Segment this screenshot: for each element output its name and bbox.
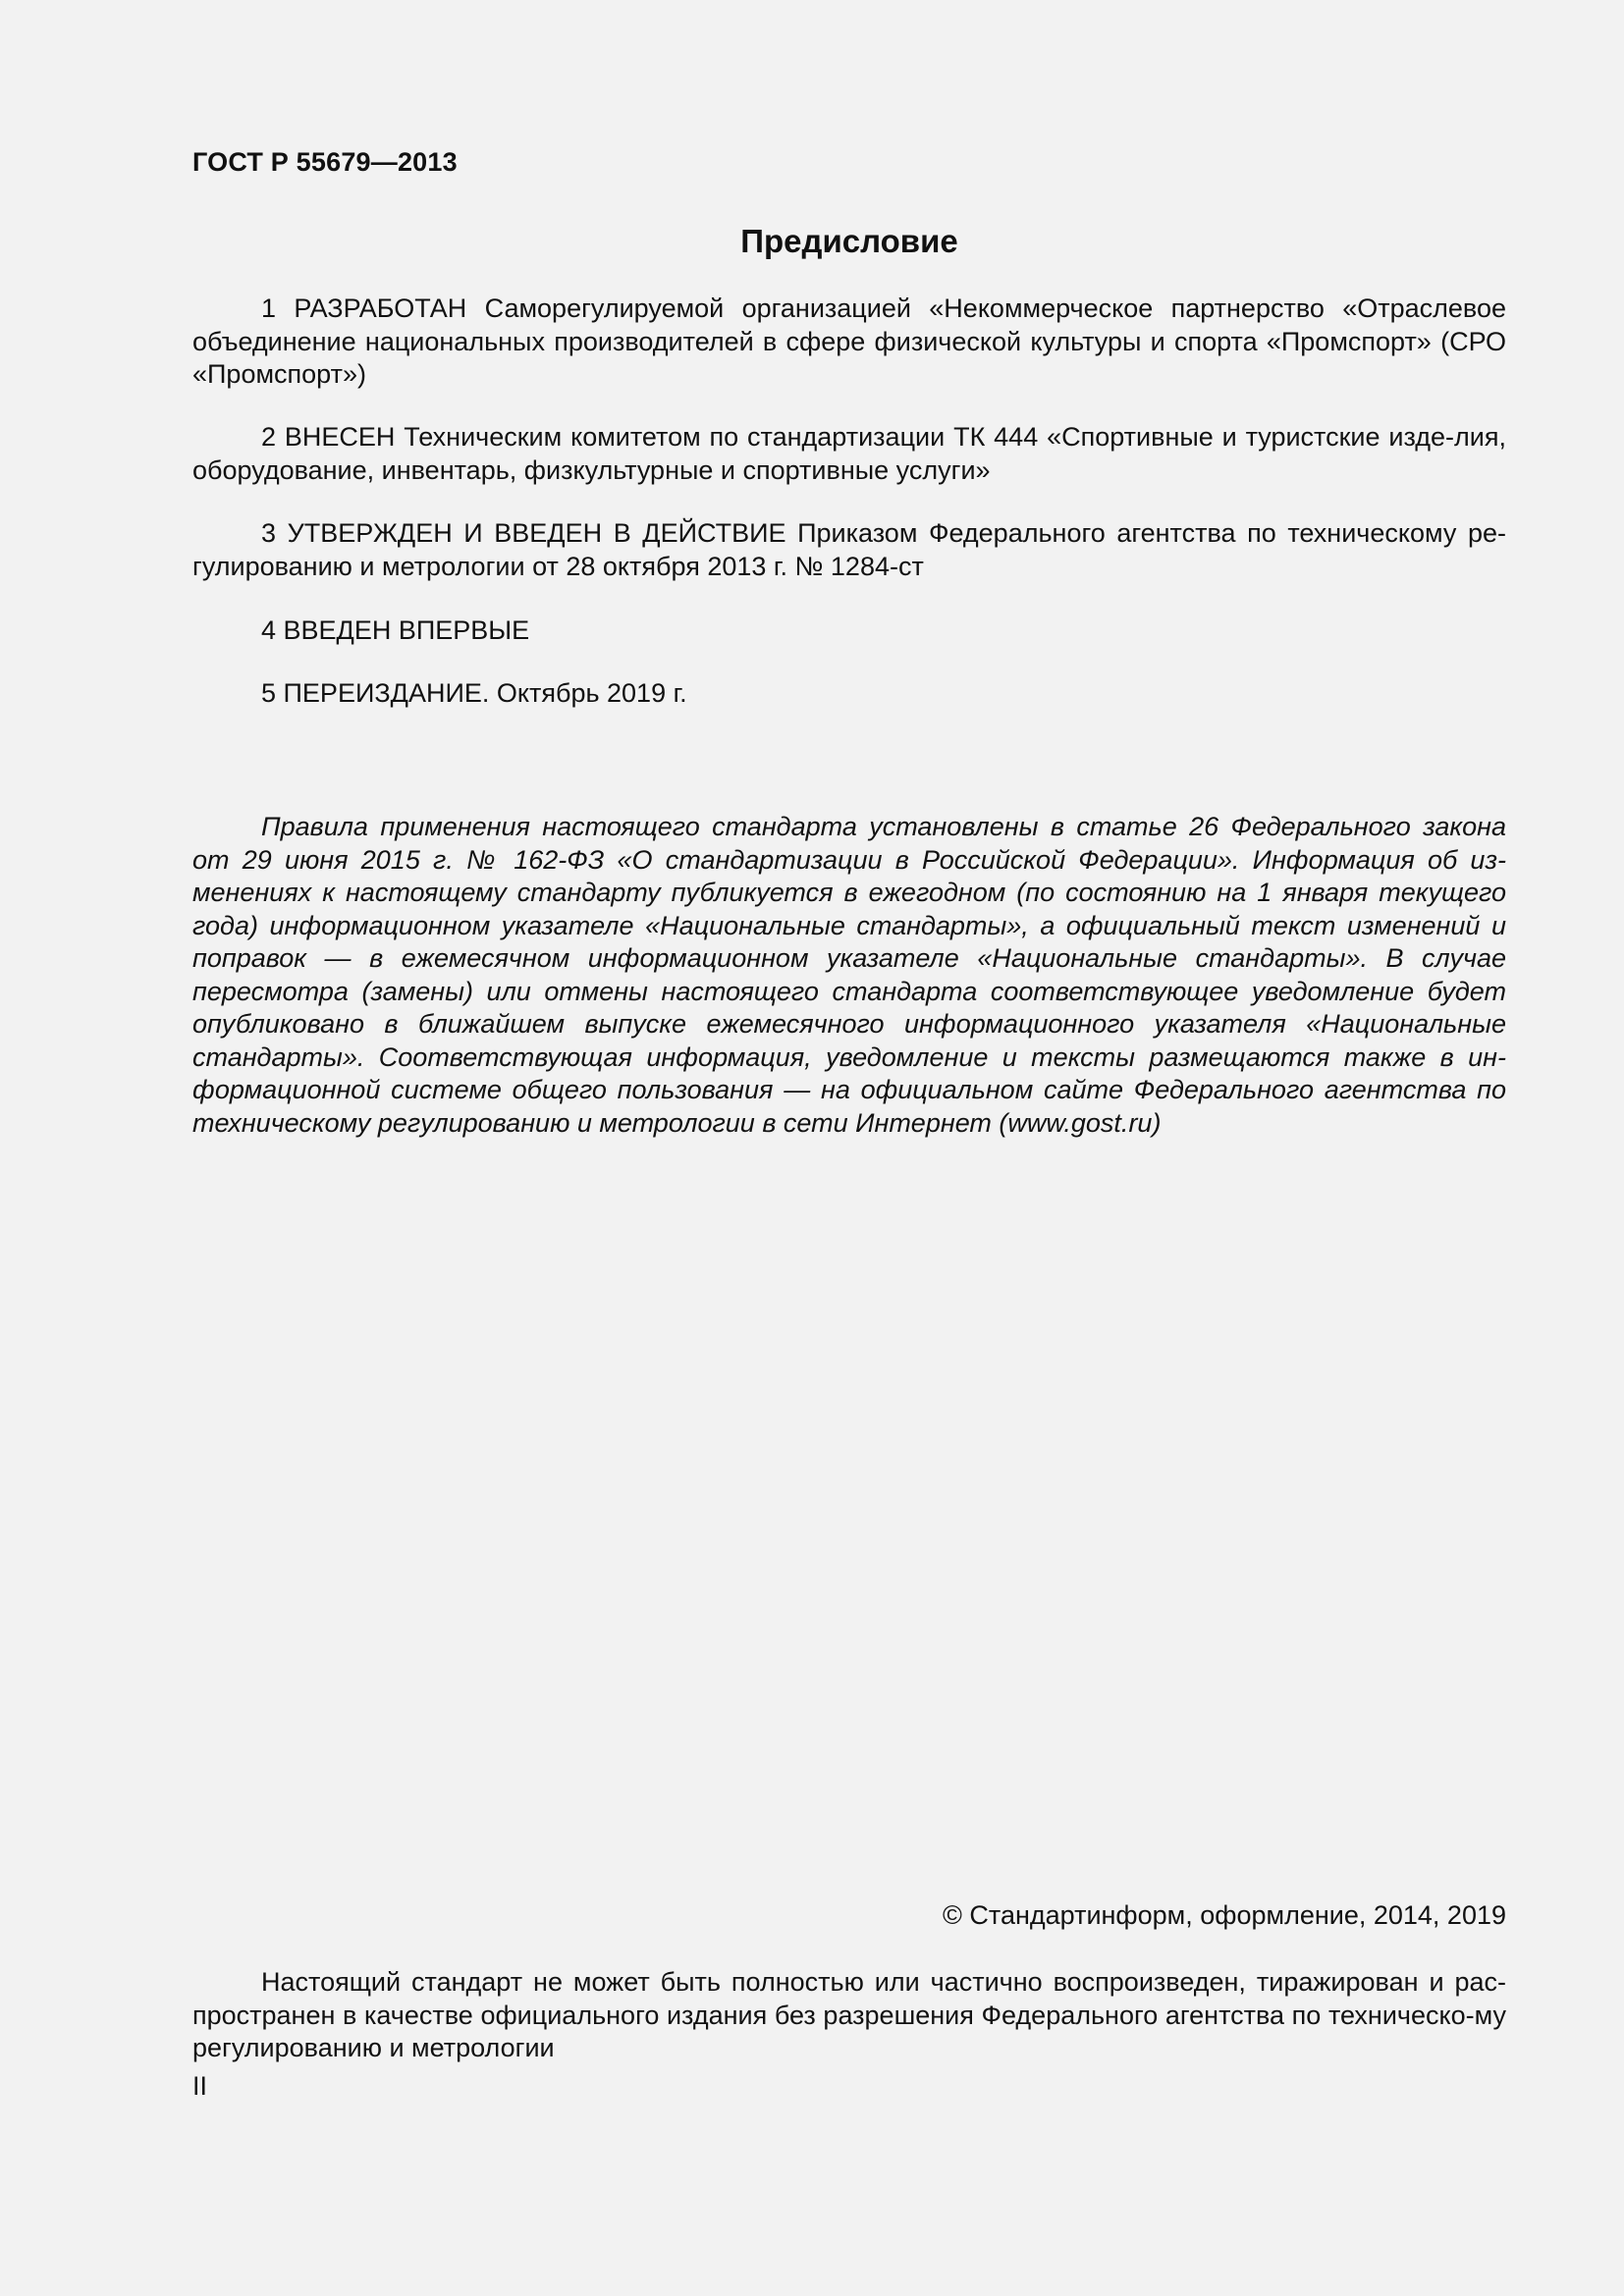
- foreword-item-2: 2 ВНЕСЕН Техническим комитетом по стандартизации ТК 444 «Спортивные и туристские изде-лия, оборудование, инвентарь, физкультурные и спортивные услуги»: [192, 422, 1506, 485]
- foreword-item-1: 1 РАЗРАБОТАН Саморегулируемой организацией «Некоммерческое партнерство «Отраслевое объединение национальных производителей в сфере физической культуры и спорта «Промспорт» (СРО «Промспорт»): [192, 294, 1506, 389]
- foreword-item-4: 4 ВВЕДЕН ВПЕРВЫЕ: [261, 615, 530, 645]
- foreword-item-3: 3 УТВЕРЖДЕН И ВВЕДЕН В ДЕЙСТВИЕ Приказом Федерального агентства по техническому ре-гулированию и метрологии от 28 октября 2013 г. № 1284-ст: [192, 518, 1506, 581]
- foreword-item-5: 5 ПЕРЕИЗДАНИЕ. Октябрь 2019 г.: [261, 678, 687, 708]
- reproduction-notice: Настоящий стандарт не может быть полностью или частично воспроизведен, тиражирован и рас-пространен в качестве официального издания без разрешения Федерального агентства по техническо-му регулированию и метрологии: [192, 1967, 1506, 2062]
- document-code: ГОСТ Р 55679—2013: [192, 147, 458, 177]
- section-title: Предисловие: [740, 223, 958, 259]
- page-number: II: [192, 2071, 208, 2101]
- copyright-line: © Стандартинформ, оформление, 2014, 2019: [943, 1900, 1506, 1930]
- rules-note: Правила применения настоящего стандарта установлены в статье 26 Федерального закона от 29 июня 2015 г. № 162-ФЗ «О стандартизации в Российской Федерации». Информация об из-менениях к настоящему стандарту публикуется в ежегодном (по состоянию на 1 января текущего года) информационном указателе «Национальные стандарты», а официальный текст изменений и поправок — в ежемесячном информационном указателе «Национальные стандарты». В случае пересмотра (замены) или отмены настоящего стандарта соответствующее уведомление будет опубликовано в ближайшем выпуске ежемесячного информационного указателя «Национальные стандарты». Соответствующая информация, уведомление и тексты размещаются также в ин-формационной системе общего пользования — на официальном сайте Федерального агентства по техническому регулированию и метрологии в сети Интернет (www.gost.ru): [192, 812, 1506, 1138]
